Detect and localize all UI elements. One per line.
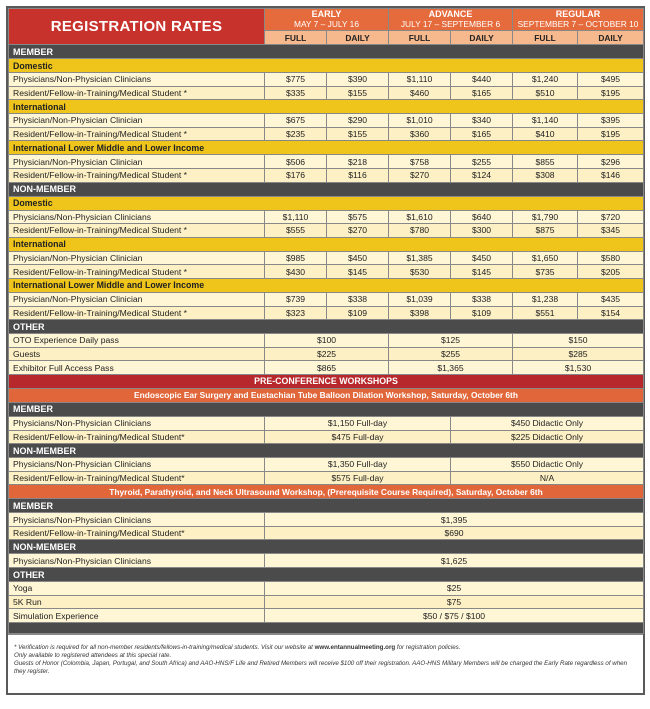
rate-cell: $1,395: [265, 513, 644, 527]
spacer-row: [9, 622, 644, 633]
row-label: Resident/Fellow-in-Training/Medical Student *: [9, 224, 265, 238]
rate-cell: $530: [389, 265, 451, 279]
table-row: [9, 224, 644, 238]
rate-cell: $1,110: [265, 210, 327, 224]
table-row: [9, 168, 644, 182]
table-row: [9, 265, 644, 279]
row-label: Resident/Fellow-in-Training/Medical Student *: [9, 168, 265, 182]
rate-cell: $985: [265, 251, 327, 265]
rate-cell: $335: [265, 86, 327, 100]
thyroid-workshop-title: Thyroid, Parathyroid, and Neck Ultrasound Workshop, (Prerequisite Course Required), Saturday, October 6th: [9, 485, 644, 499]
rate-cell: $25: [265, 582, 644, 596]
rate-cell: $146: [578, 168, 644, 182]
ear-workshop-title: Endoscopic Ear Surgery and Eustachian Tube Balloon Dilation Workshop, Saturday, October 6th: [9, 388, 644, 402]
table-bottom-bar: [9, 622, 644, 633]
table-row: [9, 361, 644, 375]
rate-cell: $300: [451, 224, 513, 238]
section-heading: MEMBER: [9, 45, 644, 59]
period-header-advance: [389, 9, 513, 31]
table-row: [9, 526, 644, 540]
table-row: [9, 155, 644, 169]
rate-cell: $720: [578, 210, 644, 224]
rate-cell: $290: [327, 114, 389, 128]
rate-cell: $1,385: [389, 251, 451, 265]
table-title: REGISTRATION RATES: [9, 9, 265, 45]
rate-cell: $145: [327, 265, 389, 279]
table-row: [9, 347, 644, 361]
rate-cell: $758: [389, 155, 451, 169]
rate-cell: $338: [451, 292, 513, 306]
period-dates: MAY 7 – JULY 16: [293, 18, 360, 29]
rate-cell: $1,010: [389, 114, 451, 128]
rate-cell: $109: [451, 306, 513, 320]
rate-cell: $735: [513, 265, 578, 279]
rate-cell: $225: [265, 347, 389, 361]
period-name: EARLY: [311, 9, 342, 19]
period-name: REGULAR: [555, 9, 601, 19]
row-label: Resident/Fellow-in-Training/Medical Student*: [9, 471, 265, 485]
col-daily-header: DAILY: [578, 31, 644, 45]
rate-cell: $285: [513, 347, 644, 361]
rate-cell: $450: [327, 251, 389, 265]
period-dates: JULY 17 – SEPTEMBER 6: [400, 18, 501, 29]
group-heading: International: [9, 100, 644, 114]
row-label: Physicians/Non-Physician Clinicians: [9, 210, 265, 224]
rate-cell: $555: [265, 224, 327, 238]
registration-rates-table: [6, 6, 645, 695]
rate-cell: $100: [265, 334, 389, 348]
rate-cell: $323: [265, 306, 327, 320]
website-link[interactable]: www.entannualmeeting.org: [314, 643, 396, 651]
group-row: [9, 278, 644, 292]
rate-cell: N/A: [451, 471, 644, 485]
workshop-heading-row: [9, 374, 644, 388]
row-label: OTO Experience Daily pass: [9, 334, 265, 348]
section-heading: OTHER: [9, 320, 644, 334]
rate-cell: $440: [451, 73, 513, 87]
row-label: Physicians/Non-Physician Clinicians: [9, 458, 265, 472]
group-heading: International Lower Middle and Lower Income: [9, 278, 644, 292]
rate-cell: $510: [513, 86, 578, 100]
section-row: [9, 499, 644, 513]
group-heading: Domestic: [9, 59, 644, 73]
rate-cell: $450: [451, 251, 513, 265]
rate-cell: $340: [451, 114, 513, 128]
col-full-header: FULL: [265, 31, 327, 45]
section-heading: NON-MEMBER: [9, 444, 644, 458]
group-heading: International: [9, 237, 644, 251]
rate-cell: $390: [327, 73, 389, 87]
rate-cell: $50 / $75 / $100: [265, 609, 644, 623]
rate-cell: $739: [265, 292, 327, 306]
footnote-verification-end: for registration policies.: [395, 643, 461, 651]
rate-cell: $450 Didactic Only: [451, 416, 644, 430]
rate-cell: $165: [451, 127, 513, 141]
rate-cell: $165: [451, 86, 513, 100]
footnote-guests: Guests of Honor (Colombia, Japan, Portugal, and South Africa) and AAO-HNS/F Life and Retired Members will receive $100 off their registration. AAO-HNS Military Members will be charged the Early Rate regardless of when they register.: [14, 659, 628, 675]
table-row: [9, 595, 644, 609]
rate-cell: $865: [265, 361, 389, 375]
section-row: [9, 444, 644, 458]
rate-cell: $506: [265, 155, 327, 169]
rate-cell: $195: [578, 86, 644, 100]
rate-cell: $296: [578, 155, 644, 169]
section-row: [9, 320, 644, 334]
period-header-regular: [513, 9, 644, 31]
workshop-title-row: [9, 485, 644, 499]
rate-cell: $205: [578, 265, 644, 279]
rate-cell: $690: [265, 526, 644, 540]
rate-cell: $875: [513, 224, 578, 238]
rate-cell: $1,365: [389, 361, 513, 375]
rate-cell: $75: [265, 595, 644, 609]
rate-cell: $176: [265, 168, 327, 182]
section-heading: MEMBER: [9, 402, 644, 416]
rate-cell: $1,530: [513, 361, 644, 375]
rate-cell: $1,110: [389, 73, 451, 87]
rate-cell: $495: [578, 73, 644, 87]
rate-cell: $218: [327, 155, 389, 169]
table-row: [9, 86, 644, 100]
section-heading: NON-MEMBER: [9, 182, 644, 196]
rate-cell: $1,625: [265, 554, 644, 568]
section-heading: NON-MEMBER: [9, 540, 644, 554]
group-row: [9, 141, 644, 155]
table-row: [9, 430, 644, 444]
rate-cell: $1,240: [513, 73, 578, 87]
workshop-title-row: [9, 388, 644, 402]
rate-cell: $475 Full-day: [265, 430, 451, 444]
rate-cell: $550 Didactic Only: [451, 458, 644, 472]
rate-cell: $460: [389, 86, 451, 100]
table-row: [9, 292, 644, 306]
rate-cell: $1,350 Full-day: [265, 458, 451, 472]
table-row: [9, 416, 644, 430]
row-label: Physician/Non-Physician Clinician: [9, 292, 265, 306]
rate-cell: $338: [327, 292, 389, 306]
rate-cell: $1,790: [513, 210, 578, 224]
rate-cell: $124: [451, 168, 513, 182]
rate-cell: $360: [389, 127, 451, 141]
table-row: [9, 114, 644, 128]
table-row: [9, 458, 644, 472]
footnote-verification: * Verification is required for all non-member residents/fellows-in-training/medical students. Visit our website at: [14, 643, 315, 651]
col-daily-header: DAILY: [327, 31, 389, 45]
row-label: Resident/Fellow-in-Training/Medical Student *: [9, 265, 265, 279]
period-name: ADVANCE: [428, 9, 473, 19]
rate-cell: $1,039: [389, 292, 451, 306]
row-label: Guests: [9, 347, 265, 361]
section-row: [9, 45, 644, 59]
rate-cell: $1,238: [513, 292, 578, 306]
rate-cell: $855: [513, 155, 578, 169]
row-label: Resident/Fellow-in-Training/Medical Student *: [9, 86, 265, 100]
table-row: [9, 582, 644, 596]
header-row: [9, 9, 644, 31]
rate-cell: $225 Didactic Only: [451, 430, 644, 444]
rate-cell: $195: [578, 127, 644, 141]
table-row: [9, 609, 644, 623]
rate-cell: $551: [513, 306, 578, 320]
col-full-header: FULL: [389, 31, 451, 45]
rate-cell: $109: [327, 306, 389, 320]
col-daily-header: DAILY: [451, 31, 513, 45]
group-row: [9, 237, 644, 251]
col-full-header: FULL: [513, 31, 578, 45]
table-row: [9, 471, 644, 485]
row-label: Exhibitor Full Access Pass: [9, 361, 265, 375]
group-row: [9, 196, 644, 210]
rate-cell: $580: [578, 251, 644, 265]
rate-cell: $435: [578, 292, 644, 306]
rate-cell: $255: [389, 347, 513, 361]
rate-cell: $1,650: [513, 251, 578, 265]
rate-cell: $1,610: [389, 210, 451, 224]
rate-cell: $675: [265, 114, 327, 128]
rate-cell: $308: [513, 168, 578, 182]
section-row: [9, 182, 644, 196]
section-row: [9, 568, 644, 582]
rate-cell: $575 Full-day: [265, 471, 451, 485]
rate-cell: $270: [389, 168, 451, 182]
table-row: [9, 513, 644, 527]
group-row: [9, 59, 644, 73]
rate-cell: $575: [327, 210, 389, 224]
rate-cell: $116: [327, 168, 389, 182]
table-row: [9, 210, 644, 224]
rate-cell: $430: [265, 265, 327, 279]
rate-cell: $125: [389, 334, 513, 348]
row-label: Physician/Non-Physician Clinician: [9, 155, 265, 169]
table-row: [9, 127, 644, 141]
footnote-special-rate: Only available to registered attendees at this special rate.: [14, 651, 172, 659]
rate-cell: $154: [578, 306, 644, 320]
row-label: Yoga: [9, 582, 265, 596]
row-label: Physicians/Non-Physician Clinicians: [9, 554, 265, 568]
section-heading: OTHER: [9, 568, 644, 582]
workshops-heading: PRE-CONFERENCE WORKSHOPS: [9, 374, 644, 388]
table-row: [9, 251, 644, 265]
period-dates: SEPTEMBER 7 – OCTOBER 10: [517, 18, 639, 29]
rate-cell: $150: [513, 334, 644, 348]
rate-cell: $775: [265, 73, 327, 87]
row-label: Physicians/Non-Physician Clinicians: [9, 513, 265, 527]
rate-cell: $155: [327, 127, 389, 141]
rate-cell: $780: [389, 224, 451, 238]
rate-cell: $145: [451, 265, 513, 279]
section-row: [9, 402, 644, 416]
rate-cell: $155: [327, 86, 389, 100]
table-row: [9, 306, 644, 320]
rate-cell: $235: [265, 127, 327, 141]
table-row: [9, 334, 644, 348]
rate-cell: $345: [578, 224, 644, 238]
row-label: Resident/Fellow-in-Training/Medical Student *: [9, 127, 265, 141]
table-row: [9, 554, 644, 568]
section-heading: MEMBER: [9, 499, 644, 513]
rate-cell: $640: [451, 210, 513, 224]
row-label: Physician/Non-Physician Clinician: [9, 251, 265, 265]
group-row: [9, 100, 644, 114]
rate-cell: $270: [327, 224, 389, 238]
rate-cell: $1,150 Full-day: [265, 416, 451, 430]
footnotes: [8, 634, 643, 693]
rate-cell: $398: [389, 306, 451, 320]
rate-cell: $255: [451, 155, 513, 169]
rate-cell: $410: [513, 127, 578, 141]
row-label: Physicians/Non-Physician Clinicians: [9, 416, 265, 430]
rate-cell: $1,140: [513, 114, 578, 128]
group-heading: International Lower Middle and Lower Income: [9, 141, 644, 155]
period-header-early: [265, 9, 389, 31]
row-label: Resident/Fellow-in-Training/Medical Student*: [9, 430, 265, 444]
section-row: [9, 540, 644, 554]
table-row: [9, 73, 644, 87]
row-label: Resident/Fellow-in-Training/Medical Student *: [9, 306, 265, 320]
row-label: Physicians/Non-Physician Clinicians: [9, 73, 265, 87]
row-label: Simulation Experience: [9, 609, 265, 623]
row-label: Physician/Non-Physician Clinician: [9, 114, 265, 128]
row-label: 5K Run: [9, 595, 265, 609]
rate-cell: $395: [578, 114, 644, 128]
group-heading: Domestic: [9, 196, 644, 210]
row-label: Resident/Fellow-in-Training/Medical Student*: [9, 526, 265, 540]
